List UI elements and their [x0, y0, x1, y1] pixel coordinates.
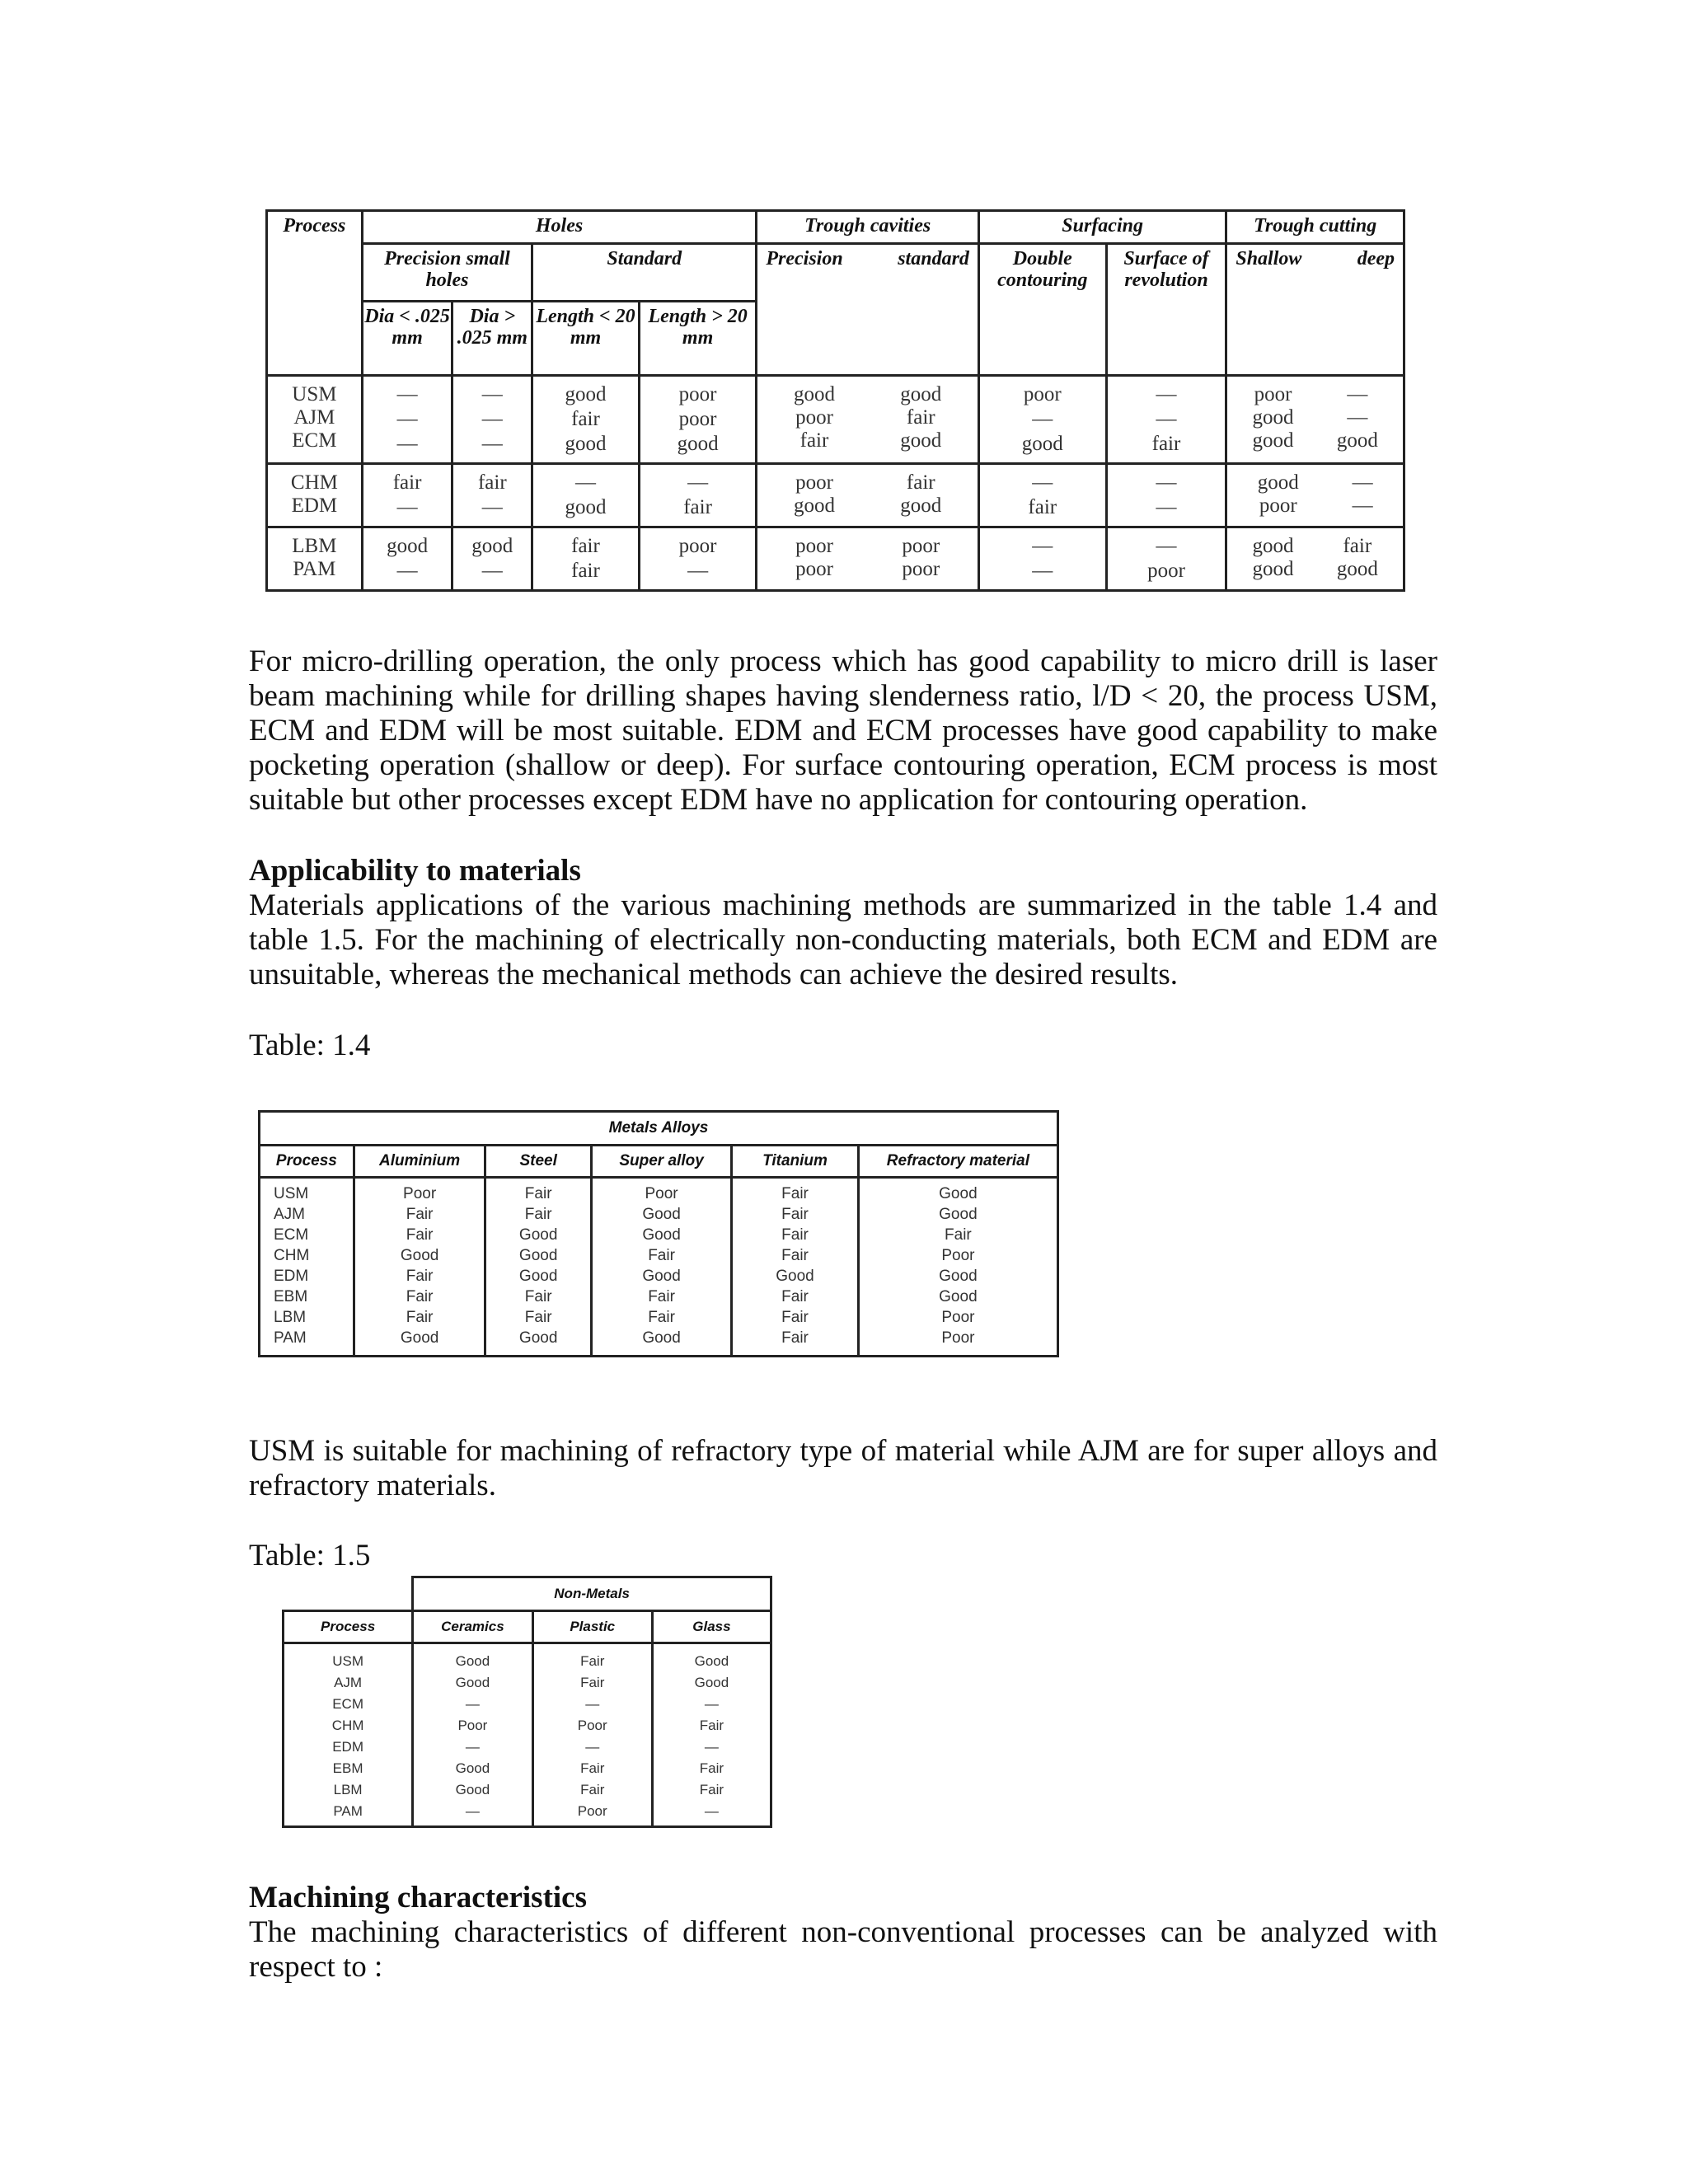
table-cell: Fair: [524, 1206, 552, 1223]
table-cell: fair: [683, 496, 712, 518]
table-cell: Fair: [406, 1206, 434, 1223]
table-cell: Poor: [941, 1309, 975, 1326]
table-cell: Good: [400, 1329, 439, 1347]
heading-machining-characteristics: Machining characteristics: [249, 1881, 587, 1915]
paragraph-machining-characteristics: The machining characteristics of different non-conventional processes can be analyzed with respect to :: [249, 1915, 1437, 1984]
table-cell: poor: [678, 408, 717, 430]
table-cell: Fair: [524, 1288, 552, 1305]
table-cell: good: [900, 383, 942, 405]
table-cell: good: [1252, 406, 1294, 429]
table-cell: Poor: [941, 1329, 975, 1347]
double-contouring-cell: [978, 527, 1106, 591]
cavities-cell: [757, 376, 979, 464]
table-cell: fair: [1151, 433, 1181, 455]
process-names-cell: [267, 464, 363, 527]
table-cell: good: [471, 535, 513, 557]
table-cell: fair: [571, 408, 600, 430]
col-header-trough-cavities: Trough cavities: [757, 211, 979, 244]
table-cell: poor: [678, 535, 717, 557]
process-names-cell: [267, 376, 363, 464]
table-cell: Poor: [941, 1247, 975, 1264]
surface-revolution-cell: [1106, 464, 1226, 527]
column-values: [485, 1178, 592, 1357]
cutting-cell: [1226, 376, 1404, 464]
table-cell: AJM: [293, 406, 335, 429]
table-cell: PAM: [293, 558, 336, 580]
col-header-cavity-types: [757, 244, 979, 376]
col-header-length-gt: Length > 20 mm: [639, 302, 757, 376]
holes-cell: [452, 376, 532, 464]
non-metals-column-headers: [284, 1611, 771, 1643]
paragraph-materials: Materials applications of the various machining methods are summarized in the table 1.4 and table 1.5. For the machining of electrically non-conducting materials, both ECM and EDM are unsuitable, whereas the mechanical methods can achieve the desired results.: [249, 888, 1437, 991]
col-header-shallow: Shallow: [1236, 248, 1302, 269]
holes-cell: [362, 464, 452, 527]
table-cell: Fair: [648, 1288, 675, 1305]
table-cell: Fair: [648, 1309, 675, 1326]
col-header-cutting-types: [1226, 244, 1404, 376]
table-cell: Good: [642, 1329, 681, 1347]
column-header: Aluminium: [354, 1146, 485, 1178]
table-cell: poor: [902, 558, 940, 580]
table-cell: PAM: [333, 1803, 363, 1819]
table-cell: —: [1032, 471, 1053, 494]
process-group-row: [267, 527, 1404, 591]
table-cell: fair: [1028, 496, 1057, 518]
table-cell: EDM: [291, 494, 338, 517]
holes-cell: [362, 376, 452, 464]
table-cell: Fair: [406, 1288, 434, 1305]
table-cell: Good: [518, 1247, 558, 1264]
paragraph-usm-suitability: USM is suitable for machining of refractory type of material while AJM are for super alloys and refractory materials.: [249, 1434, 1437, 1502]
table-cell: PAM: [274, 1329, 307, 1347]
table-cell: Fair: [406, 1226, 434, 1244]
table-cell: CHM: [274, 1247, 310, 1264]
table-cell: USM: [332, 1653, 363, 1669]
caption-table-1-4: Table: 1.4: [249, 1029, 371, 1062]
holes-cell: [639, 464, 757, 527]
table-cell: Poor: [577, 1803, 607, 1819]
table-cell: —: [1032, 560, 1053, 582]
col-header-standard: Standard: [532, 244, 757, 302]
table-cell: LBM: [292, 535, 337, 557]
table-cell: good: [794, 494, 835, 517]
holes-cell: [532, 376, 640, 464]
col-header-trough-cutting: Trough cutting: [1226, 211, 1404, 244]
table-cell: —: [585, 1739, 600, 1755]
surface-revolution-cell: [1106, 376, 1226, 464]
table-cell: Good: [518, 1268, 558, 1285]
table-cell: good: [794, 383, 835, 405]
cutting-cell: [1226, 464, 1404, 527]
col-header-dia-gt: Dia > .025 mm: [452, 302, 532, 376]
col-header-holes: Holes: [362, 211, 757, 244]
table-cell: —: [396, 383, 418, 405]
table-cell: —: [1032, 408, 1053, 430]
column-header: Glass: [652, 1611, 771, 1643]
table-cell: Fair: [406, 1309, 434, 1326]
surface-revolution-cell: [1106, 527, 1226, 591]
table-cell: Good: [694, 1653, 729, 1669]
table-cell: Fair: [781, 1206, 809, 1223]
holes-cell: [639, 376, 757, 464]
table-cell: good: [1257, 471, 1299, 494]
cutting-cell: [1226, 527, 1404, 591]
table-cell: —: [481, 433, 503, 455]
table-cell: AJM: [274, 1206, 305, 1223]
table-cell: Fair: [781, 1247, 809, 1264]
table-cell: poor: [678, 383, 717, 405]
table-cell: good: [900, 429, 942, 452]
column-values: [591, 1178, 731, 1357]
table-cell: —: [1032, 535, 1053, 557]
heading-applicability: Applicability to materials: [249, 854, 581, 888]
column-values: [652, 1643, 771, 1827]
column-values: [260, 1178, 354, 1357]
column-values: [413, 1643, 532, 1827]
column-values: [532, 1643, 652, 1827]
table-cell: fair: [477, 471, 507, 494]
table-cell: fair: [571, 535, 600, 557]
table-cell: —: [465, 1739, 480, 1755]
table-cell: Good: [455, 1782, 490, 1797]
table-cell: —: [585, 1696, 600, 1712]
table-cell: good: [387, 535, 429, 557]
table-cell: —: [1156, 383, 1177, 405]
table-cell: good: [1336, 429, 1378, 452]
table-cell: —: [1352, 471, 1373, 494]
table-cell: —: [1156, 408, 1177, 430]
table-cell: Fair: [406, 1268, 434, 1285]
table-cell: Fair: [781, 1185, 809, 1202]
table-cell: LBM: [333, 1782, 363, 1797]
table-cell: good: [565, 433, 607, 455]
process-group-row: [267, 464, 1404, 527]
table-cell: —: [396, 496, 418, 518]
table-cell: —: [704, 1696, 719, 1712]
table-cell: Fair: [945, 1226, 972, 1244]
cavities-cell: [757, 527, 979, 591]
table-cell: good: [565, 496, 607, 518]
table-cell: fair: [906, 471, 935, 494]
table-cell: Poor: [645, 1185, 678, 1202]
table-cell: Fair: [781, 1329, 809, 1347]
table-cell: ECM: [274, 1226, 309, 1244]
table-cell: poor: [1259, 494, 1297, 517]
table-cell: —: [465, 1696, 480, 1712]
table-cell: Fair: [524, 1185, 552, 1202]
holes-cell: [362, 527, 452, 591]
table-cell: Poor: [403, 1185, 437, 1202]
table-cell: —: [687, 471, 709, 494]
table-cell: ECM: [292, 429, 337, 452]
table-cell: good: [900, 494, 942, 517]
table-cell: Fair: [580, 1653, 605, 1669]
table-cell: EDM: [274, 1268, 309, 1285]
table-cell: —: [687, 560, 709, 582]
table-cell: Good: [939, 1185, 978, 1202]
table-cell: USM: [274, 1185, 309, 1202]
holes-cell: [639, 527, 757, 591]
table-cell: CHM: [290, 471, 338, 494]
column-header: Super alloy: [591, 1146, 731, 1178]
table-cell: EBM: [274, 1288, 308, 1305]
metals-alloys-table: [258, 1110, 1059, 1357]
table-cell: fair: [799, 429, 829, 452]
col-header-dia-lt: Dia < .025 mm: [362, 302, 452, 376]
table-cell: Fair: [524, 1309, 552, 1326]
column-header: Process: [260, 1146, 354, 1178]
table-cell: good: [1252, 558, 1294, 580]
table-cell: Good: [518, 1226, 558, 1244]
process-group-row: [267, 376, 1404, 464]
table-cell: poor: [1254, 383, 1292, 405]
col-header-length-lt: Length < 20 mm: [532, 302, 640, 376]
table-cell: ECM: [332, 1696, 363, 1712]
table-cell: —: [396, 433, 418, 455]
table-cell: —: [1156, 535, 1177, 557]
holes-cell: [532, 464, 640, 527]
table-cell: Good: [518, 1329, 558, 1347]
table-cell: Good: [455, 1675, 490, 1690]
table-cell: good: [677, 433, 719, 455]
table-cell: —: [481, 408, 503, 430]
table-cell: Fair: [580, 1675, 605, 1690]
table-cell: Fair: [648, 1247, 675, 1264]
table-cell: Poor: [457, 1718, 488, 1733]
caption-table-1-5: Table: 1.5: [249, 1539, 371, 1572]
col-header-cav-standard: standard: [898, 248, 969, 269]
non-metals-body-row: [284, 1643, 771, 1827]
col-header-deep: deep: [1357, 248, 1395, 269]
table-cell: AJM: [334, 1675, 363, 1690]
table-cell: —: [704, 1739, 719, 1755]
table-cell: Good: [642, 1268, 681, 1285]
table-cell: good: [1252, 429, 1294, 452]
holes-cell: [452, 527, 532, 591]
table-cell: —: [465, 1803, 480, 1819]
col-header-surface-revolution: Surface of revolution: [1106, 244, 1226, 376]
table-cell: Good: [455, 1653, 490, 1669]
table-cell: Good: [776, 1268, 814, 1285]
table-cell: good: [1252, 535, 1294, 557]
table-cell: Fair: [781, 1226, 809, 1244]
table-cell: Fair: [580, 1782, 605, 1797]
column-values: [284, 1643, 413, 1827]
column-header: Refractory material: [858, 1146, 1057, 1178]
non-metals-group-header: Non-Metals: [413, 1577, 771, 1611]
col-header-process: Process: [267, 211, 363, 376]
col-header-cav-precision: Precision: [766, 248, 843, 269]
table-cell: fair: [392, 471, 422, 494]
table-cell: —: [1347, 406, 1368, 429]
paragraph-micro-drilling: For micro-drilling operation, the only process which has good capability to micro drill is laser beam machining while for drilling shapes having slenderness ratio, l/D < 20, the process USM, ECM and EDM will be most suitable. EDM and ECM processes have good capability to make pocketing operation (shallow or deep). For surface contouring operation, ECM process is most suitable but other processes except EDM have no application for contouring operation.: [249, 644, 1437, 817]
table-cell: Poor: [577, 1718, 607, 1733]
process-shapes-table: [265, 209, 1405, 592]
table-cell: fair: [571, 560, 600, 582]
col-header-surfacing: Surfacing: [978, 211, 1226, 244]
table-cell: fair: [906, 406, 935, 429]
table-cell: EDM: [332, 1739, 363, 1755]
non-metals-table: [282, 1576, 772, 1828]
table-cell: Fair: [699, 1718, 724, 1733]
col-header-precision-small-holes: Precision small holes: [362, 244, 532, 302]
column-header: Steel: [485, 1146, 592, 1178]
column-header: Titanium: [732, 1146, 859, 1178]
table-cell: —: [1352, 494, 1373, 517]
metals-body-row: [260, 1178, 1058, 1357]
non-metals-corner: [284, 1577, 413, 1611]
table-cell: —: [396, 560, 418, 582]
column-values: [732, 1178, 859, 1357]
table-cell: Good: [694, 1675, 729, 1690]
process-shapes-body: [267, 376, 1404, 591]
table-cell: Good: [455, 1760, 490, 1776]
table-cell: Good: [642, 1206, 681, 1223]
table-cell: —: [1347, 383, 1368, 405]
column-values: [858, 1178, 1057, 1357]
col-header-double-contouring: Double contouring: [978, 244, 1106, 376]
table-cell: CHM: [331, 1718, 364, 1733]
table-cell: Good: [400, 1247, 439, 1264]
table-cell: Good: [939, 1288, 978, 1305]
table-cell: poor: [795, 406, 833, 429]
column-header: Ceramics: [413, 1611, 532, 1643]
table-cell: Good: [939, 1268, 978, 1285]
table-cell: LBM: [274, 1309, 307, 1326]
table-cell: poor: [1023, 383, 1062, 405]
table-cell: —: [396, 408, 418, 430]
table-cell: —: [481, 560, 503, 582]
column-values: [354, 1178, 485, 1357]
table-cell: fair: [1343, 535, 1372, 557]
table-cell: Fair: [580, 1760, 605, 1776]
table-cell: Good: [939, 1206, 978, 1223]
table-cell: poor: [795, 558, 833, 580]
double-contouring-cell: [978, 376, 1106, 464]
metals-column-headers: [260, 1146, 1058, 1178]
table-cell: —: [481, 496, 503, 518]
table-cell: —: [1156, 471, 1177, 494]
table-cell: good: [1336, 558, 1378, 580]
table-cell: Fair: [699, 1782, 724, 1797]
table-cell: —: [481, 383, 503, 405]
table-cell: poor: [902, 535, 940, 557]
table-cell: —: [575, 471, 596, 494]
column-header: Plastic: [532, 1611, 652, 1643]
table-cell: Fair: [781, 1309, 809, 1326]
metals-group-header: Metals Alloys: [260, 1112, 1058, 1146]
table-cell: —: [704, 1803, 719, 1819]
table-cell: poor: [795, 471, 833, 494]
table-cell: poor: [795, 535, 833, 557]
table-cell: poor: [1147, 560, 1185, 582]
table-cell: good: [565, 383, 607, 405]
cavities-cell: [757, 464, 979, 527]
table-cell: USM: [292, 383, 337, 405]
double-contouring-cell: [978, 464, 1106, 527]
table-cell: EBM: [332, 1760, 363, 1776]
table-cell: Fair: [781, 1288, 809, 1305]
table-cell: Good: [642, 1226, 681, 1244]
holes-cell: [532, 527, 640, 591]
table-cell: Fair: [699, 1760, 724, 1776]
holes-cell: [452, 464, 532, 527]
column-header: Process: [284, 1611, 413, 1643]
table-cell: good: [1021, 433, 1063, 455]
process-names-cell: [267, 527, 363, 591]
table-cell: —: [1156, 496, 1177, 518]
